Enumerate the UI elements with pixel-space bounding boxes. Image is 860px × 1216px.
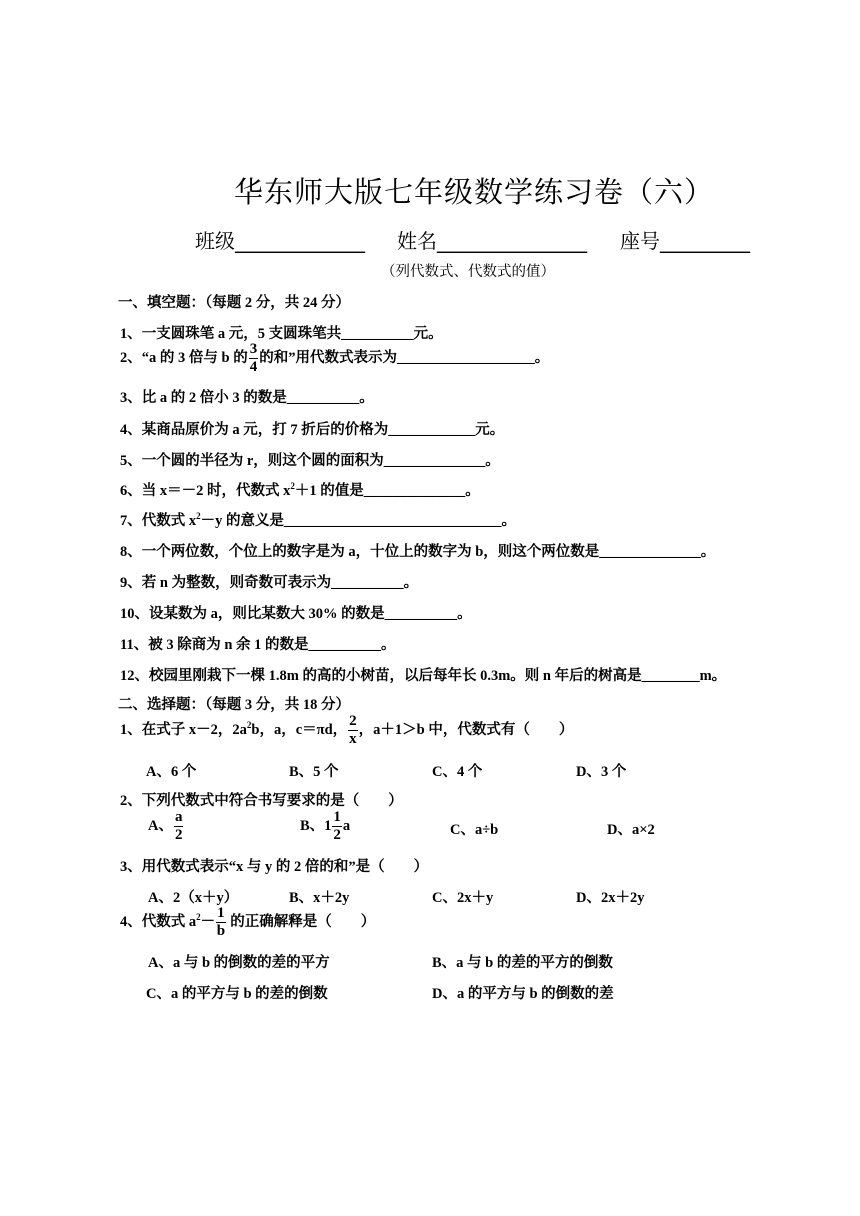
fill-question-2: 2、“a 的 3 倍与 b 的 $\frac{3}{4}$ 的和”用代数式表示为___________________。 — [120, 341, 550, 375]
choice-4-option-a: A、a 与 b 的倒数的差的平方 — [148, 955, 330, 971]
choice-3-option-c: C、2x＋y — [432, 890, 494, 906]
fill-question-12: 12、校园里刚栽下一棵 1.8m 的高的小树苗，以后每年长 0.3m。则 n 年后的树高是________m。 — [120, 668, 727, 684]
choice-2-option-b: B、1 $\frac{1}{2}$ a — [300, 809, 351, 843]
choice-4-option-d: D、a 的平方与 b 的倒数的差 — [432, 986, 614, 1002]
fill-question-3: 3、比 a 的 2 倍小 3 的数是__________。 — [120, 390, 374, 406]
fill-question-1: 1、一支圆珠笔 a 元，5 支圆珠笔共__________元。 — [120, 326, 443, 342]
fill-question-7: 7、代数式 $x^2-y$ 的意义是______________________________。 — [120, 511, 516, 529]
fill-question-4: 4、某商品原价为 a 元，打 7 折后的价格为____________元。 — [120, 422, 505, 438]
choice-question-1: 1、在式子 x－2，$2a^2b$，a，c＝πd， $\frac{2}{x}$ ，a＋1＞b 中，代数式有（ ） — [120, 713, 574, 747]
fill-heading: 一、填空题：（每题 2 分，共 24 分） — [118, 295, 350, 311]
choice-question-4: 4、代数式 $a^2-$ $\frac{1}{b}$ 的正确解释是（ ） — [120, 905, 376, 939]
name-field: 姓名_______________ — [397, 229, 587, 253]
page-title: 华东师大版七年级数学练习卷（六） — [234, 175, 715, 209]
fill-question-6: 6、当 x＝－2 时，代数式 $x^2+1$ 的值是______________。 — [120, 481, 480, 499]
fill-question-8: 8、一个两位数，个位上的数字是为 a，十位上的数字为 b，则这个两位数是______________。 — [120, 544, 716, 560]
choice-2-option-c: C、a÷b — [450, 822, 499, 838]
fill-question-10: 10、设某数为 a，则比某数大 30% 的数是__________。 — [120, 606, 472, 622]
choice-1-option-b: B、5 个 — [289, 764, 339, 780]
choice-3-option-d: D、2x＋2y — [576, 890, 645, 906]
choice-1-option-c: C、4 个 — [432, 764, 483, 780]
choice-1-option-a: A、6 个 — [146, 764, 197, 780]
choice-3-option-b: B、x＋2y — [289, 890, 350, 906]
choice-2-option-d: D、a×2 — [607, 822, 655, 838]
choice-2-option-a: A、 $\frac{a}{2}$ — [148, 809, 183, 843]
fill-question-11: 11、被 3 除商为 n 余 1 的数是__________。 — [120, 637, 396, 653]
choice-4-option-b: B、a 与 b 的差的平方的倒数 — [432, 955, 613, 971]
choice-3-option-a: A、2（x＋y） — [148, 890, 239, 906]
class-field: 班级_____________ — [195, 229, 365, 253]
subtitle: （列代数式、代数式的值） — [381, 264, 555, 280]
fill-question-9: 9、若 n 为整数，则奇数可表示为__________。 — [120, 575, 419, 591]
choice-question-3: 3、用代数式表示“x 与 y 的 2 倍的和”是（ ） — [120, 859, 429, 875]
seat-field: 座号_________ — [620, 229, 750, 253]
choice-4-option-c: C、a 的平方与 b 的差的倒数 — [146, 986, 328, 1002]
fill-question-5: 5、一个圆的半径为 r，则这个圆的面积为______________。 — [120, 453, 500, 469]
choice-1-option-d: D、3 个 — [576, 764, 627, 780]
choice-question-2: 2、下列代数式中符合书写要求的是（ ） — [120, 793, 403, 809]
choice-heading: 二、选择题：（每题 3 分，共 18 分） — [118, 697, 350, 713]
